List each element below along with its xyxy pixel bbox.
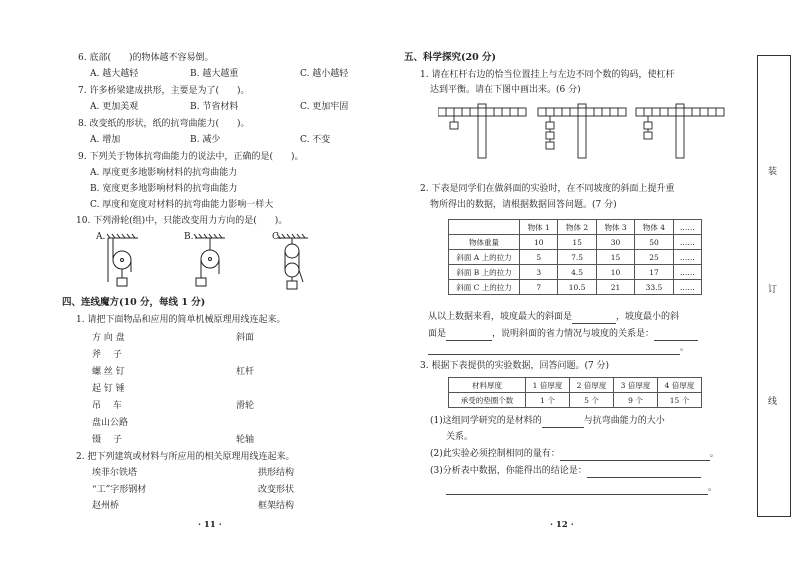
table-cell: 10 [520,235,558,250]
section5-title: 五、科学探究(20 分) [404,52,497,63]
q8-option-b: B. 减少 [190,135,221,145]
table-cell: 4.5 [558,265,596,280]
binding-char: 订 [768,285,778,295]
page-number-left: · 11 · [198,520,222,530]
table-cell: 斜面 B 上的拉力 [449,265,520,280]
q10-label-c: C. [272,232,282,242]
q3-s3: (3)分析表中数据，你能得出的结论是： [430,466,587,476]
section4-q2: 2. 把下列建筑或材料与所应用的相关原理用线连起来。 [76,452,295,462]
table-cell: 9 个 [614,393,658,408]
q6-option-a: A. 越大越轻 [90,69,139,79]
right-page [400,0,800,566]
q2-text1: 从以上数据来看，坡度最大的斜面是 [428,312,573,322]
q3-s2: (2)此实验必须控制相同的量有： [430,449,560,459]
q2-end: 。 [680,343,690,353]
table-row [449,235,702,250]
table-row [449,250,702,265]
q3-s1c: 关系。 [446,432,474,442]
pulley-a-diagram [107,234,138,286]
q3-sub1 [430,415,665,428]
q10-label-b: B. [184,232,194,242]
lever-1 [438,104,526,158]
q1-line1: 1. 请在杠杆右边的恰当位置挂上与左边不同个数的钩码，使杠杆 [420,70,675,80]
q6-option-c: C. 越小越轻 [300,69,349,79]
section4-q1: 1. 请把下面物品和应用的简单机械原理用线连起来。 [76,315,286,325]
steepest-slope-blank[interactable] [572,311,616,324]
table-cell: 25 [635,250,673,265]
q3-title: 3. 根据下表提供的实验数据，回答问题。(7 分) [420,361,610,371]
table-cell: 物体重量 [449,235,520,250]
structure-principle-2: 改变形状 [258,485,295,495]
structure-principle-3: 框架结构 [258,501,295,511]
q9-stem: 9. 下列关于物体抗弯曲能力的说法中，正确的是( )。 [78,152,304,162]
lever-3 [636,104,724,158]
table-cell: 30 [596,235,634,250]
q8-stem: 8. 改变纸的形状，纸的抗弯曲能力( )。 [78,119,250,129]
table-header-cell: 材料厚度 [449,378,526,393]
lever-diagrams [438,100,728,162]
page-number-right: · 12 · [550,520,574,530]
q7-option-c: C. 更加牢固 [300,102,349,112]
match-item-5: 吊 车 [92,401,122,411]
table-header-cell: 1 倍厚度 [526,378,570,393]
building-item-2: “工”字形钢材 [92,485,147,495]
table-cell: 7.5 [558,250,596,265]
q2-answer-line1 [428,311,679,324]
conclusion-blank[interactable] [587,465,701,478]
controlled-variables-blank[interactable] [560,448,710,461]
match-item-2: 斧 子 [92,350,122,360]
binding-char: 线 [768,397,778,407]
gentlest-slope-blank[interactable] [446,328,492,341]
match-item-7: 镊 子 [92,435,122,445]
thickness-data-table [448,377,702,408]
pulley-c-diagram [277,234,308,289]
conclusion-blank-cont[interactable] [446,482,708,495]
material-property-blank[interactable] [542,415,584,428]
table-row [449,393,702,408]
table-row [449,280,702,295]
table-header-cell: 物体 2 [558,220,596,235]
q2-text2: ，坡度最小的斜 [616,312,680,322]
q8-option-a: A. 增加 [90,135,121,145]
table-header-cell: 2 倍厚度 [570,378,614,393]
q6-stem: 6. 底部( )的物体越不容易倒。 [78,53,214,63]
q10-label-a: A. [96,232,106,242]
table-cell: 7 [520,280,558,295]
table-header-cell [449,220,520,235]
q10-stem: 10. 下列滑轮(组)中，只能改变用力方向的是( )。 [76,216,288,226]
table-header-cell: 物体 3 [596,220,634,235]
table-cell: 斜面 A 上的拉力 [449,250,520,265]
table-cell: 17 [635,265,673,280]
table-row [449,265,702,280]
table-cell: …… [673,280,701,295]
q7-option-b: B. 节省材料 [190,102,239,112]
section4-title: 四、连线魔方(10 分，每线 1 分) [62,297,206,308]
q9-option-a: A. 厚度更多地影响材料的抗弯曲能力 [90,168,238,178]
table-cell: 15 [558,235,596,250]
table-header-cell: 物体 1 [520,220,558,235]
pulley-b-diagram [194,234,225,286]
q1-line2: 达到平衡。请在下图中画出来。(6 分) [430,85,581,95]
period: 。 [709,449,719,459]
table-cell: …… [673,235,701,250]
match-principle-1: 斜面 [236,333,255,343]
table-cell: 15 个 [658,393,702,408]
binding-margin [757,55,791,517]
match-principle-2: 杠杆 [236,367,255,377]
q2-answer-line2 [428,328,698,341]
incline-table-header [449,220,702,235]
table-header-cell: 4 倍厚度 [658,378,702,393]
q9-option-b: B. 宽度更多地影响材料的抗弯曲能力 [90,184,238,194]
period: 。 [708,483,718,493]
table-cell: 承受的垫圈个数 [449,393,526,408]
structure-principle-1: 拱形结构 [258,468,295,478]
table-cell: 斜面 C 上的拉力 [449,280,520,295]
incline-data-table [448,219,702,295]
table-header-cell: 3 倍厚度 [614,378,658,393]
table-cell: 50 [635,235,673,250]
table-cell: 5 个 [570,393,614,408]
q2-line1: 2. 下表是同学们在做斜面的实验时，在不同坡度的斜面上提升重 [420,184,675,194]
table-cell: 15 [596,250,634,265]
q3-sub3 [430,465,701,478]
q3-sub2 [430,448,719,461]
slope-relation-blank[interactable] [654,328,698,341]
table-cell: …… [673,250,701,265]
table-cell: 1 个 [526,393,570,408]
q2-text3: 面是 [428,329,447,339]
match-item-1: 方 向 盘 [92,333,125,343]
binding-char: 装 [768,167,778,177]
q3-sub3-cont [446,482,717,495]
table-cell: 3 [520,265,558,280]
q2-line2: 物所得出的数据，请根据数据回答问题。(7 分) [430,200,617,210]
match-principle-4: 轮轴 [236,435,255,445]
q8-option-c: C. 不变 [300,135,331,145]
pulley-diagrams [100,232,340,294]
q7-stem: 7. 许多桥梁建成拱形，主要是为了( )。 [78,86,250,96]
q9-option-c: C. 厚度和宽度对材料的抗弯曲能力影响一样大 [90,200,274,210]
table-cell: 21 [596,280,634,295]
table-header-cell: 物体 4 [635,220,673,235]
building-item-3: 赵州桥 [92,501,120,511]
table-cell: 10.5 [558,280,596,295]
q6-option-b: B. 越大越重 [190,69,239,79]
table-cell: …… [673,265,701,280]
q3-s1b: 与抗弯曲能力的大小 [583,416,665,426]
table-cell: 10 [596,265,634,280]
q3-s1a: (1)这组同学研究的是材料的 [430,416,542,426]
table-cell: 33.5 [635,280,673,295]
building-item-1: 埃菲尔铁塔 [92,468,138,478]
match-principle-3: 滑轮 [236,401,255,411]
q2-answer-line3 [428,342,689,355]
slope-relation-blank-cont[interactable] [428,342,680,355]
table-cell: 5 [520,250,558,265]
match-item-3: 螺 丝 钉 [92,367,125,377]
q7-option-a: A. 更加美观 [90,102,139,112]
match-item-6: 盘山公路 [92,418,129,428]
q2-text4: ，说明斜面的省力情况与坡度的关系是： [492,329,655,339]
match-item-4: 起 钉 锤 [92,384,125,394]
table-header-cell: …… [673,220,701,235]
lever-2 [538,104,626,158]
thickness-table-header [449,378,702,393]
